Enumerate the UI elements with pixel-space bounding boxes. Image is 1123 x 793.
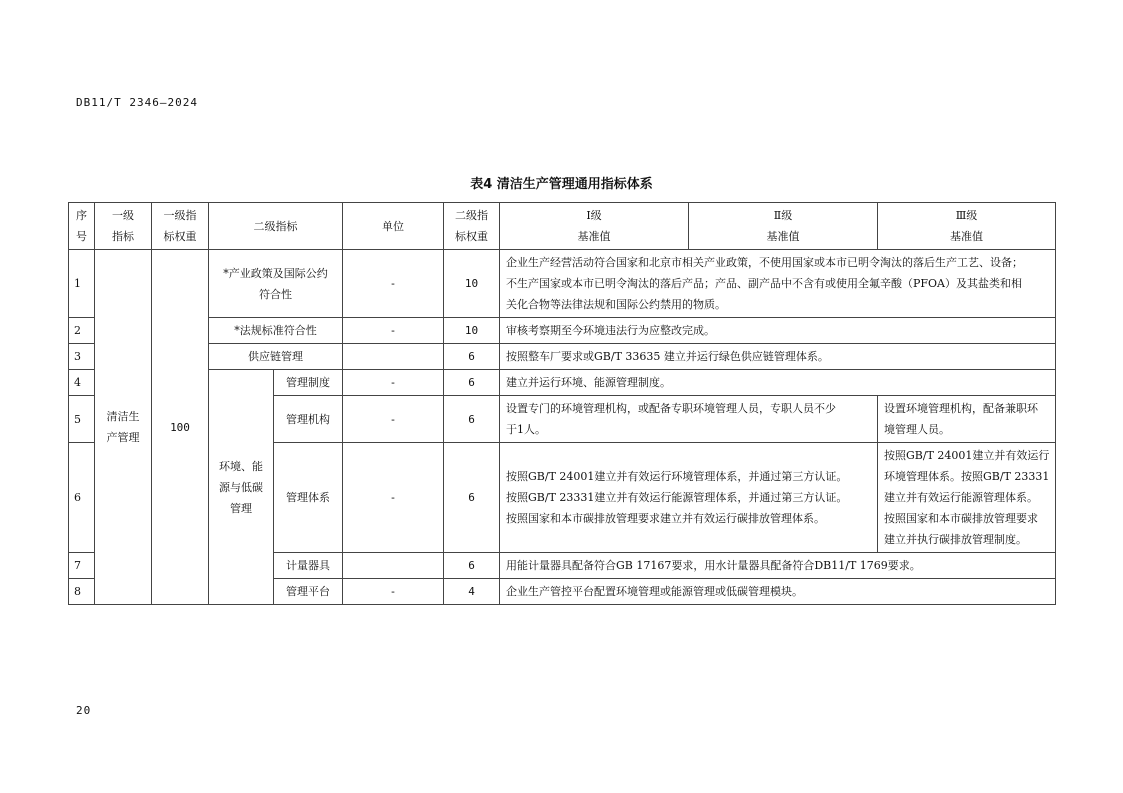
row-seq: 3 — [69, 344, 95, 370]
row-indicator: 管理体系 — [274, 443, 343, 553]
row-indicator: 供应链管理 — [209, 344, 343, 370]
table-row — [69, 318, 1056, 344]
header-level2: 二级指标 — [209, 203, 343, 250]
header-seq: 序 号 — [69, 203, 95, 250]
row-unit — [343, 344, 444, 370]
row-indicator: *法规标准符合性 — [209, 318, 343, 344]
row-indicator: 管理机构 — [274, 396, 343, 443]
row-seq: 5 — [69, 396, 95, 443]
row-unit: - — [343, 250, 444, 318]
page-number: 20 — [76, 704, 92, 717]
row-seq: 2 — [69, 318, 95, 344]
row-weight: 6 — [444, 396, 500, 443]
row-unit: - — [343, 396, 444, 443]
row-weight: 10 — [444, 250, 500, 318]
row-indicator: *产业政策及国际公约 符合性 — [209, 250, 343, 318]
row-seq: 8 — [69, 579, 95, 605]
document-code-header: DB11/T 2346—2024 — [76, 96, 198, 109]
row-weight: 6 — [444, 370, 500, 396]
row-weight: 10 — [444, 318, 500, 344]
header-grade1: Ⅰ级 基准值 — [500, 203, 689, 250]
indicator-table — [68, 202, 1056, 605]
row-weight: 6 — [444, 344, 500, 370]
row-baseline-grade3: 设置环境管理机构，配备兼职环 境管理人员。 — [878, 396, 1056, 443]
row-seq: 1 — [69, 250, 95, 318]
row-baseline-grade1-2: 设置专门的环境管理机构，或配备专职环境管理人员，专职人员不少 于1人。 — [500, 396, 878, 443]
row-unit: - — [343, 443, 444, 553]
header-grade3: Ⅲ级 基准值 — [878, 203, 1056, 250]
row-baseline: 企业生产经营活动符合国家和北京市相关产业政策，不使用国家或本市已明令淘汰的落后生产工艺、设备； 不生产国家或本市已明令淘汰的落后产品；产品、副产品中不含有或使用全氟辛酸（PFOA）及其盐类和相 关化合物等法律法规和国际公约禁用的物质。 — [500, 250, 1056, 318]
row-indicator: 管理平台 — [274, 579, 343, 605]
row-seq: 6 — [69, 443, 95, 553]
header-level1: 一级 指标 — [95, 203, 152, 250]
row-weight: 6 — [444, 443, 500, 553]
row-indicator: 管理制度 — [274, 370, 343, 396]
row-seq: 7 — [69, 553, 95, 579]
row-baseline: 审核考察期至今环境违法行为应整改完成。 — [500, 318, 1056, 344]
table-row — [69, 344, 1056, 370]
row-indicator: 计量器具 — [274, 553, 343, 579]
row-unit: - — [343, 370, 444, 396]
row-baseline: 建立并运行环境、能源管理制度。 — [500, 370, 1056, 396]
row-unit — [343, 553, 444, 579]
row-baseline-grade1-2: 按照GB/T 24001建立并有效运行环境管理体系，并通过第三方认证。 按照GB/T 23331建立并有效运行能源管理体系，并通过第三方认证。 按照国家和本市碳排放管理要求建立并有效运行碳排放管理体系。 — [500, 443, 878, 553]
row-baseline: 企业生产管控平台配置环境管理或能源管理或低碳管理模块。 — [500, 579, 1056, 605]
table-row — [69, 250, 1056, 318]
table-row — [69, 370, 1056, 396]
env-energy-carbon-group-cell: 环境、能 源与低碳 管理 — [209, 370, 274, 605]
table-title: 表4 清洁生产管理通用指标体系 — [470, 177, 653, 192]
row-seq: 4 — [69, 370, 95, 396]
row-baseline: 用能计量器具配备符合GB 17167要求，用水计量器具配备符合DB11/T 1769要求。 — [500, 553, 1056, 579]
header-grade2: Ⅱ级 基准值 — [689, 203, 878, 250]
row-unit: - — [343, 318, 444, 344]
row-unit: - — [343, 579, 444, 605]
row-baseline: 按照整车厂要求或GB/T 33635 建立并运行绿色供应链管理体系。 — [500, 344, 1056, 370]
header-level1-weight: 一级指 标权重 — [152, 203, 209, 250]
row-weight: 4 — [444, 579, 500, 605]
level1-weight-cell: 100 — [152, 250, 209, 605]
header-level2-weight: 二级指 标权重 — [444, 203, 500, 250]
row-weight: 6 — [444, 553, 500, 579]
row-baseline-grade3: 按照GB/T 24001建立并有效运行 环境管理体系。按照GB/T 23331 建立并有效运行能源管理体系。 按照国家和本市碳排放管理要求 建立并执行碳排放管理制度。 — [878, 443, 1056, 553]
header-unit: 单位 — [343, 203, 444, 250]
table-header-row — [69, 203, 1056, 250]
level1-indicator-cell: 清洁生 产管理 — [95, 250, 152, 605]
